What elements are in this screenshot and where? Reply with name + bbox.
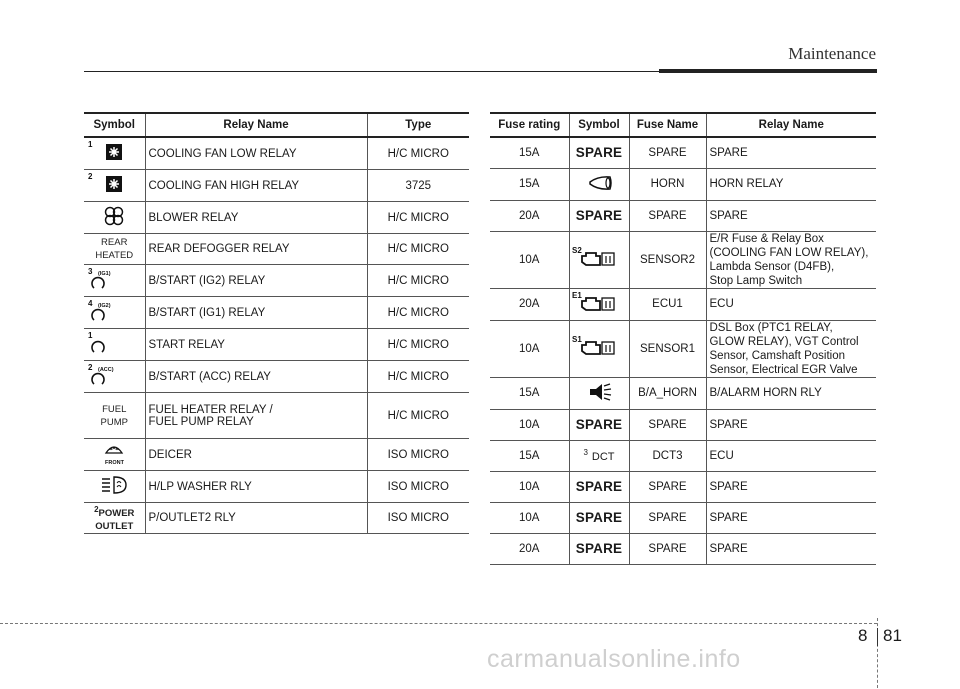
symbol-superscript: 2 bbox=[94, 505, 99, 514]
fuse-rating-cell: 15A bbox=[490, 377, 569, 409]
fuse-rating-cell: 15A bbox=[490, 440, 569, 471]
relay-row bbox=[84, 202, 469, 234]
cell-text: DEICER bbox=[148, 448, 192, 461]
relay-row bbox=[84, 471, 469, 503]
fuse-row bbox=[490, 320, 876, 377]
relay-type-cell: ISO MICRO bbox=[367, 439, 469, 471]
fuse-symbol-cell bbox=[569, 409, 629, 440]
page-number: 81 bbox=[883, 626, 902, 645]
header-relay-name: Relay Name bbox=[706, 113, 876, 137]
relay-row bbox=[84, 137, 469, 170]
blower-icon bbox=[84, 202, 144, 230]
fuse-symbol-cell bbox=[569, 288, 629, 320]
fuse-rating-cell: 10A bbox=[490, 231, 569, 288]
relay-name-cell bbox=[145, 471, 367, 503]
header-rule-bold bbox=[659, 69, 877, 73]
symbol-superscript: 3 bbox=[583, 448, 588, 458]
fuse-row bbox=[490, 288, 876, 320]
footer-rule bbox=[0, 623, 877, 624]
relay-symbol-cell bbox=[84, 439, 145, 471]
symbol-label: (IG2) bbox=[98, 303, 111, 309]
fuse-symbol-cell bbox=[569, 471, 629, 502]
engine-icon bbox=[570, 333, 630, 361]
fuse-rating-cell: 20A bbox=[490, 288, 569, 320]
fuse-name-cell: SENSOR2 bbox=[629, 231, 706, 288]
symbol-text bbox=[84, 503, 145, 533]
watermark: carmanualsonline.info bbox=[487, 645, 741, 673]
symbol-superscript: 2 bbox=[88, 172, 93, 181]
fuse-relay-cell bbox=[706, 409, 876, 440]
relay-name-cell bbox=[145, 439, 367, 471]
relay-symbol-cell bbox=[84, 202, 145, 234]
fuse-name-cell: HORN bbox=[629, 168, 706, 200]
fuse-rating-cell: 10A bbox=[490, 320, 569, 377]
relay-symbol-cell bbox=[84, 361, 145, 393]
fuse-relay-cell bbox=[706, 377, 876, 409]
cell-text: H/LP WASHER RLY bbox=[148, 480, 252, 493]
cell-text: SPARE bbox=[709, 418, 748, 431]
cell-text: SPARE bbox=[709, 511, 748, 524]
relay-name-cell bbox=[145, 297, 367, 329]
symbol-label: (IG1) bbox=[98, 271, 111, 277]
fuse-row bbox=[490, 440, 876, 471]
fuse-relay-cell bbox=[706, 320, 876, 377]
relay-row bbox=[84, 170, 469, 202]
fuse-rating-cell: 10A bbox=[490, 502, 569, 533]
fuse-name-cell: SPARE bbox=[629, 533, 706, 564]
relay-row bbox=[84, 503, 469, 534]
cell-text: SPARE bbox=[709, 209, 748, 222]
cell-text: SPARE bbox=[709, 542, 748, 555]
page-number-separator bbox=[877, 628, 878, 646]
cell-text: SPARE bbox=[709, 480, 748, 493]
relay-name-cell bbox=[145, 393, 367, 439]
cell-text: ECU bbox=[709, 298, 734, 310]
fuse-relay-cell bbox=[706, 440, 876, 471]
relay-type-cell: H/C MICRO bbox=[367, 137, 469, 170]
symbol-text bbox=[84, 236, 145, 262]
header-symbol: Symbol bbox=[569, 113, 629, 137]
cell-text: COOLING FAN HIGH RELAY bbox=[148, 179, 300, 192]
symbol-label: S2 bbox=[571, 246, 582, 255]
relay-type-cell: H/C MICRO bbox=[367, 265, 469, 297]
cell-text: B/START (ACC) RELAY bbox=[148, 370, 271, 383]
fuse-row bbox=[490, 471, 876, 502]
fuse-symbol-cell bbox=[569, 231, 629, 288]
fuse-rating-cell: 15A bbox=[490, 137, 569, 168]
fuse-relay-cell bbox=[706, 533, 876, 564]
relay-name-cell bbox=[145, 361, 367, 393]
header-rule bbox=[84, 71, 659, 72]
fuse-row bbox=[490, 200, 876, 231]
cell-text: B/START (IG2) RELAY bbox=[148, 274, 266, 287]
fuse-relay-cell bbox=[706, 168, 876, 200]
relay-row bbox=[84, 329, 469, 361]
symbol-superscript: 3 bbox=[88, 267, 93, 276]
fuse-name-cell: SPARE bbox=[629, 502, 706, 533]
relay-type-cell: ISO MICRO bbox=[367, 471, 469, 503]
relay-symbol-cell bbox=[84, 329, 145, 361]
cell-text: E/R Fuse & Relay Box (COOLING FAN LOW RELAY), Lambda Sensor (D4FB), Stop Lamp Switch bbox=[709, 232, 869, 287]
relay-type-cell: H/C MICRO bbox=[367, 202, 469, 234]
symbol-text-value: DCT bbox=[591, 450, 615, 463]
relay-name-cell bbox=[145, 137, 367, 170]
relay-row bbox=[84, 393, 469, 439]
fan-relay-icon bbox=[84, 138, 144, 166]
relay-symbol-cell bbox=[84, 297, 145, 329]
fuse-name-cell: DCT3 bbox=[629, 440, 706, 471]
fuse-name-cell: SENSOR1 bbox=[629, 320, 706, 377]
header-fuse-rating: Fuse rating bbox=[490, 113, 569, 137]
relay-symbol-cell bbox=[84, 503, 145, 534]
relay-type-cell: H/C MICRO bbox=[367, 234, 469, 265]
cell-text: B/ALARM HORN RLY bbox=[709, 387, 822, 399]
fuse-symbol-cell bbox=[569, 502, 629, 533]
spare-symbol: SPARE bbox=[575, 145, 623, 161]
relay-symbol-cell bbox=[84, 265, 145, 297]
cell-text: BLOWER RELAY bbox=[148, 211, 239, 224]
relay-name-cell bbox=[145, 265, 367, 297]
symbol-superscript: 4 bbox=[88, 299, 93, 308]
spare-symbol: SPARE bbox=[575, 541, 623, 556]
fuse-name-cell: SPARE bbox=[629, 409, 706, 440]
relay-type-cell: H/C MICRO bbox=[367, 361, 469, 393]
fuse-symbol-cell bbox=[569, 137, 629, 168]
fuse-rating-cell: 10A bbox=[490, 409, 569, 440]
fuse-table bbox=[490, 112, 876, 565]
fuse-rating-cell: 20A bbox=[490, 533, 569, 564]
fuse-relay-cell bbox=[706, 471, 876, 502]
fuse-name-cell: ECU1 bbox=[629, 288, 706, 320]
fuse-row bbox=[490, 231, 876, 288]
fuse-rating-cell: 15A bbox=[490, 168, 569, 200]
fuse-relay-cell bbox=[706, 502, 876, 533]
relay-symbol-cell bbox=[84, 234, 145, 265]
engine-icon bbox=[570, 244, 630, 272]
symbol-text-value: POWER OUTLET bbox=[95, 508, 135, 533]
fuse-row bbox=[490, 409, 876, 440]
fuse-relay-cell bbox=[706, 288, 876, 320]
relay-row bbox=[84, 234, 469, 265]
symbol-superscript: 1 bbox=[88, 331, 93, 340]
symbol-text-value: FUEL PUMP bbox=[100, 403, 128, 428]
symbol-text bbox=[84, 403, 145, 429]
cell-text: COOLING FAN LOW RELAY bbox=[148, 147, 297, 160]
fuse-row bbox=[490, 533, 876, 564]
spare-symbol: SPARE bbox=[575, 479, 623, 494]
relay-name-cell bbox=[145, 503, 367, 534]
relay-name-cell bbox=[145, 170, 367, 202]
relay-name-cell bbox=[145, 234, 367, 265]
fuse-table-header bbox=[490, 113, 876, 137]
cell-text: P/OUTLET2 RLY bbox=[148, 512, 236, 525]
deicer-icon bbox=[84, 439, 144, 467]
relay-type-cell: ISO MICRO bbox=[367, 503, 469, 534]
fuse-rating-cell: 20A bbox=[490, 200, 569, 231]
relay-symbol-cell bbox=[84, 137, 145, 170]
fuse-row bbox=[490, 502, 876, 533]
symbol-label: (ACC) bbox=[98, 367, 114, 373]
fuse-name-cell: SPARE bbox=[629, 137, 706, 168]
key-icon bbox=[84, 265, 144, 293]
symbol-label: S1 bbox=[571, 335, 582, 344]
cell-text: ECU bbox=[709, 449, 734, 462]
fuse-relay-cell bbox=[706, 137, 876, 168]
fuse-name-cell: B/A_HORN bbox=[629, 377, 706, 409]
relay-table bbox=[84, 112, 469, 534]
symbol-label: FRONT bbox=[105, 460, 125, 466]
fuse-row bbox=[490, 137, 876, 168]
header-type: Type bbox=[367, 113, 469, 137]
symbol-text-value: REAR HEATED bbox=[95, 237, 134, 261]
fuse-symbol-cell bbox=[569, 200, 629, 231]
fan-relay-icon bbox=[84, 170, 144, 198]
headlamp-washer-icon bbox=[84, 471, 144, 499]
relay-name-cell bbox=[145, 329, 367, 361]
cell-text: B/START (IG1) RELAY bbox=[148, 306, 266, 319]
key-icon bbox=[84, 329, 144, 357]
fuse-symbol-cell bbox=[569, 377, 629, 409]
symbol-superscript: 2 bbox=[88, 363, 93, 372]
fuse-symbol-cell bbox=[569, 440, 629, 471]
relay-row bbox=[84, 297, 469, 329]
header-relay-name: Relay Name bbox=[145, 113, 367, 137]
spare-symbol: SPARE bbox=[575, 208, 623, 223]
cell-text: DSL Box (PTC1 RELAY, GLOW RELAY), VGT Control Sensor, Camshaft Position Sensor, Electrical EGR Valve bbox=[709, 321, 859, 376]
relay-symbol-cell bbox=[84, 471, 145, 503]
cell-text: HORN RELAY bbox=[709, 178, 784, 190]
cell-text: START RELAY bbox=[148, 338, 225, 351]
spare-symbol: SPARE bbox=[575, 510, 623, 525]
header-fuse-name: Fuse Name bbox=[629, 113, 706, 137]
relay-table-header bbox=[84, 113, 469, 137]
relay-row bbox=[84, 439, 469, 471]
symbol-superscript: 1 bbox=[88, 140, 93, 149]
relay-row bbox=[84, 265, 469, 297]
relay-type-cell: H/C MICRO bbox=[367, 393, 469, 439]
relay-type-cell: H/C MICRO bbox=[367, 297, 469, 329]
cell-text: FUEL HEATER RELAY / FUEL PUMP RELAY bbox=[148, 403, 273, 428]
cell-text: SPARE bbox=[709, 146, 748, 159]
relay-type-cell: H/C MICRO bbox=[367, 329, 469, 361]
fuse-rating-cell: 10A bbox=[490, 471, 569, 502]
dct-symbol bbox=[583, 448, 615, 463]
fuse-name-cell: SPARE bbox=[629, 200, 706, 231]
fuse-symbol-cell bbox=[569, 533, 629, 564]
relay-symbol-cell bbox=[84, 393, 145, 439]
chapter-number: 8 bbox=[858, 626, 868, 645]
horn-icon bbox=[570, 169, 630, 197]
relay-symbol-cell bbox=[84, 170, 145, 202]
page-header-title: Maintenance bbox=[788, 44, 876, 63]
relay-name-cell bbox=[145, 202, 367, 234]
alarm-horn-icon bbox=[570, 378, 630, 406]
header-symbol: Symbol bbox=[84, 113, 145, 137]
relay-type-cell: 3725 bbox=[367, 170, 469, 202]
fuse-relay-cell bbox=[706, 200, 876, 231]
symbol-label: E1 bbox=[571, 290, 582, 300]
relay-row bbox=[84, 361, 469, 393]
key-icon bbox=[84, 361, 144, 389]
fuse-row bbox=[490, 377, 876, 409]
fuse-symbol-cell bbox=[569, 168, 629, 200]
fuse-relay-cell bbox=[706, 231, 876, 288]
engine-icon bbox=[570, 289, 630, 317]
fuse-name-cell: SPARE bbox=[629, 471, 706, 502]
spare-symbol: SPARE bbox=[575, 417, 623, 432]
fuse-row bbox=[490, 168, 876, 200]
fuse-symbol-cell bbox=[569, 320, 629, 377]
cell-text: REAR DEFOGGER RELAY bbox=[148, 243, 290, 255]
key-icon bbox=[84, 297, 144, 325]
